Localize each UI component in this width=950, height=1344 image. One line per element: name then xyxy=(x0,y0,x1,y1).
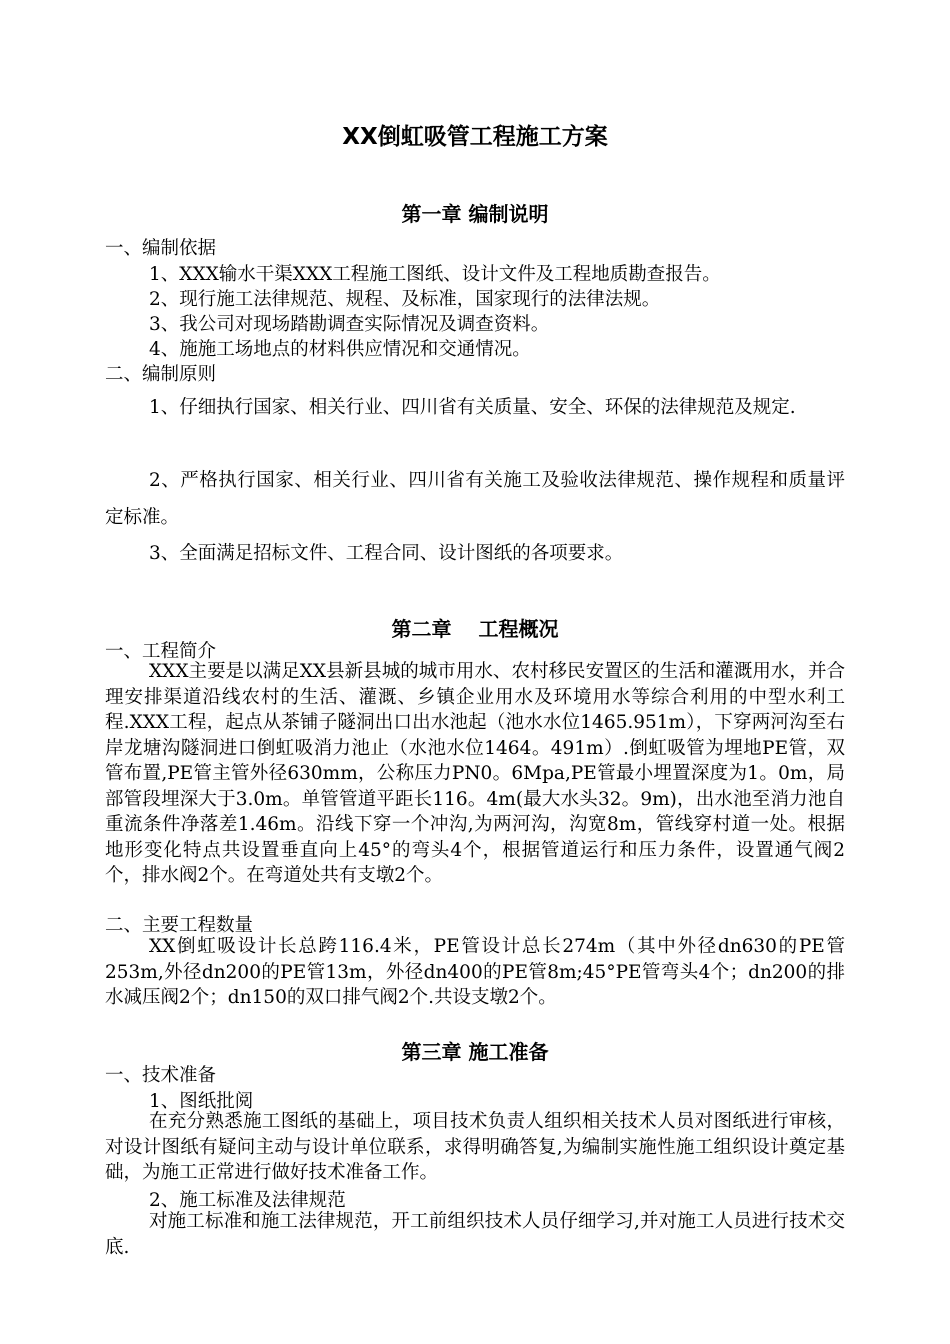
section-heading: 二、主要工程数量 xyxy=(105,915,254,936)
document-title: XX倒虹吸管工程施工方案 xyxy=(342,124,608,150)
paragraph: XXX主要是以满足XX县新县城的城市用水、农村移民安置区的生活和灌溉用水，并合理安排渠道沿线农村的生活、灌溉、乡镇企业用水及环境用水等综合利用的中型水利工程.XXX工程，起点从茶铺子隧洞出口出水池起（池水水位1465.951m），下穿两河沟至右岸龙塘沟隧洞进口倒虹吸消力池止（水池水位1464。491m）.倒虹吸管为埋地PE管，双管布置,PE管主管外径630mm，公称压力PN0。6Mpa,PE管最小埋置深度为1。0m，局部管段埋深大于3.0m。单管管道平距长116。4m(最大水头32。9m)，出水池至消力池自重流条件净落差1.46m。沿线下穿一个冲沟,为两河沟，沟宽8m，管线穿村道一处。根据地形变化特点共设置垂直向上45°的弯头4个，根据管道运行和压力条件，设置通气阀2个，排水阀2个。在弯道处共有支墩2个。 xyxy=(105,661,845,886)
subsection-heading: 1、图纸批阅 xyxy=(149,1091,254,1112)
list-item: 2、现行施工法律规范、规程、及标准，国家现行的法律法规。 xyxy=(149,289,661,310)
paragraph: 对施工标准和施工法律规范，开工前组织技术人员仔细学习,并对施工人员进行技术交底. xyxy=(105,1211,845,1258)
list-item: 3、我公司对现场踏勘调查实际情况及调查资料。 xyxy=(149,314,550,335)
paragraph: 在充分熟悉施工图纸的基础上，项目技术负责人组织相关技术人员对图纸进行审核，对设计图纸有疑问主动与设计单位联系，求得明确答复,为编制实施性施工组织设计奠定基础，为施工正常进行做好技术准备工作。 xyxy=(105,1111,845,1183)
section-heading: 一、工程简介 xyxy=(105,641,217,662)
chapter-3-heading: 第三章 施工准备 xyxy=(401,1040,549,1064)
paragraph: 2、严格执行国家、相关行业、四川省有关施工及验收法律规范、操作规程和质量评定标准。 xyxy=(105,470,845,528)
list-item: 4、施施工场地点的材料供应情况和交通情况。 xyxy=(149,339,531,360)
list-item: 1、XXX输水干渠XXX工程施工图纸、设计文件及工程地质勘查报告。 xyxy=(149,264,721,285)
subsection-heading: 2、施工标准及法律规范 xyxy=(149,1190,346,1211)
paragraph: 3、全面满足招标文件、工程合同、设计图纸的各项要求。 xyxy=(149,543,624,564)
section-heading: 二、编制原则 xyxy=(105,364,217,385)
section-heading: 一、技术准备 xyxy=(105,1065,217,1086)
paragraph: XX倒虹吸设计长总跨116.4米，PE管设计总长274m（其中外径dn630的PE管253m,外径dn200的PE管13m，外径dn400的PE管8m;45°PE管弯头4个；dn200的排水减压阀2个；dn150的双口排气阀2个.共设支墩2个。 xyxy=(105,936,845,1008)
chapter-2-heading: 第二章 工程概况 xyxy=(391,617,559,641)
section-heading: 一、编制依据 xyxy=(105,238,217,259)
chapter-1-heading: 第一章 编制说明 xyxy=(401,202,549,226)
paragraph: 1、仔细执行国家、相关行业、四川省有关质量、安全、环保的法律规范及规定. xyxy=(149,397,796,418)
